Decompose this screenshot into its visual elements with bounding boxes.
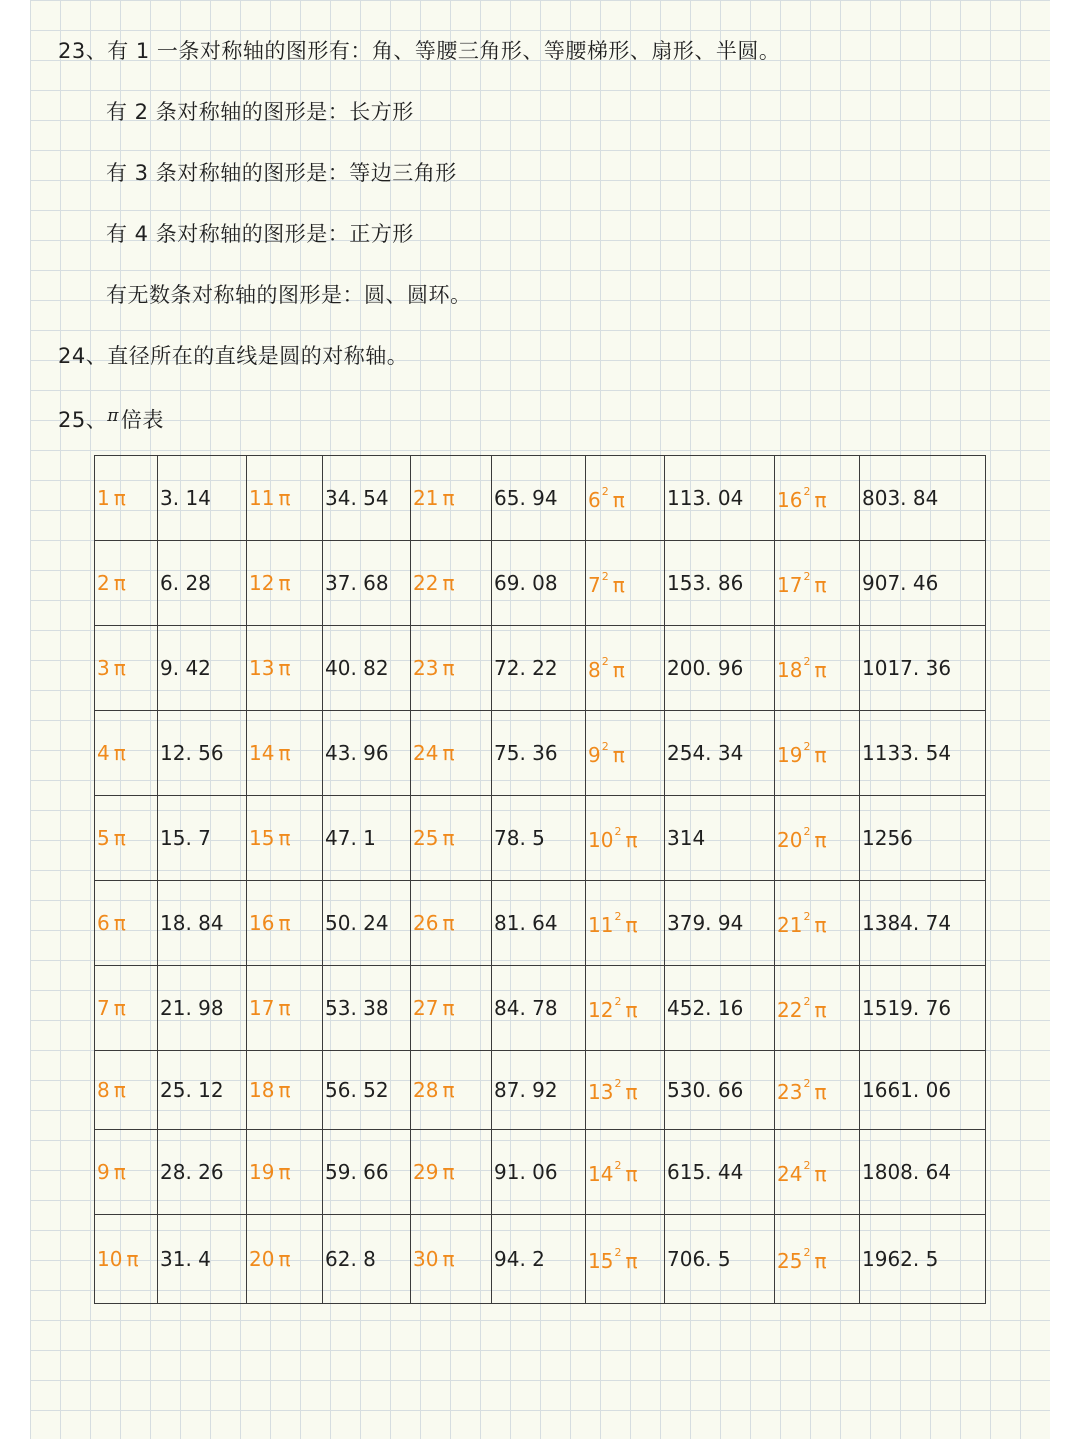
pi-multiplier-cell (775, 796, 860, 881)
multiplier-base: 11 (249, 486, 275, 510)
pi-value-cell: 53. 38 (323, 966, 411, 1051)
pi-multiplier-cell (95, 966, 158, 1051)
pi-symbol: π (814, 572, 827, 597)
multiplier-base: 25 (777, 1248, 803, 1273)
pi-value-cell: 47. 1 (323, 796, 411, 881)
pi-multiplier-cell (95, 1051, 158, 1130)
pi-multiplier-cell (775, 626, 860, 711)
pi-multiplier-cell (586, 1215, 665, 1304)
pi-multiplier-cell (775, 881, 860, 966)
pi-symbol: π (625, 827, 638, 852)
square-exponent: 2 (614, 1245, 622, 1259)
pi-value-cell: 1133. 54 (860, 711, 986, 796)
pi-symbol: π (113, 486, 126, 510)
square-exponent: 2 (803, 569, 811, 583)
pi-multiplier-cell (247, 1130, 323, 1215)
multiplier-base: 20 (249, 1247, 275, 1271)
pi-multiplier-cell (247, 1051, 323, 1130)
pi-multiplier-cell (247, 966, 323, 1051)
pi-value-cell: 91. 06 (492, 1130, 586, 1215)
multiplier-base: 14 (249, 741, 275, 765)
pi-multiplier-cell (411, 796, 492, 881)
multiplier-base: 18 (777, 657, 803, 682)
multiplier-base: 10 (588, 827, 614, 852)
square-exponent: 2 (803, 1158, 811, 1172)
pi-multiplier-cell (411, 1130, 492, 1215)
note-25-text: 倍表 (120, 408, 164, 432)
pi-value-cell: 706. 5 (665, 1215, 775, 1304)
multiplier-base: 9 (588, 742, 601, 767)
pi-value-cell: 34. 54 (323, 456, 411, 541)
pi-symbol: π (442, 1247, 455, 1271)
pi-multiplier-cell (775, 456, 860, 541)
multiplier-base: 5 (97, 826, 110, 850)
pi-value-cell: 21. 98 (158, 966, 247, 1051)
pi-multiplier-cell (247, 796, 323, 881)
pi-symbol: π (612, 487, 625, 512)
pi-multiplier-cell (411, 966, 492, 1051)
multiplier-base: 19 (249, 1160, 275, 1184)
square-exponent: 2 (803, 484, 811, 498)
pi-multiplier-cell (586, 796, 665, 881)
multiplier-base: 13 (249, 656, 275, 680)
pi-multiplier-cell (411, 626, 492, 711)
pi-multiplier-cell (247, 456, 323, 541)
pi-symbol: π (442, 826, 455, 850)
note-23-two-axes: 有 2 条对称轴的图形是：长方形 (106, 100, 414, 124)
pi-symbol: π (814, 912, 827, 937)
note-23: 23、有 1 一条对称轴的图形有：角、等腰三角形、等腰梯形、扇形、半圆。 (58, 39, 781, 63)
pi-value-cell: 62. 8 (323, 1215, 411, 1304)
square-exponent: 2 (614, 1076, 622, 1090)
note-25-heading (58, 401, 164, 435)
multiplier-base: 12 (588, 997, 614, 1022)
pi-symbol: π (814, 657, 827, 682)
pi-multiplier-cell (775, 1130, 860, 1215)
pi-value-cell: 87. 92 (492, 1051, 586, 1130)
pi-value-cell: 6. 28 (158, 541, 247, 626)
pi-value-cell: 15. 7 (158, 796, 247, 881)
multiplier-base: 15 (249, 826, 275, 850)
pi-symbol: π (113, 571, 126, 595)
pi-value-cell: 81. 64 (492, 881, 586, 966)
multiplier-base: 29 (413, 1160, 439, 1184)
table-row (95, 1215, 986, 1304)
pi-symbol: π (612, 572, 625, 597)
pi-value-cell: 31. 4 (158, 1215, 247, 1304)
pi-value-cell: 615. 44 (665, 1130, 775, 1215)
table-row (95, 966, 986, 1051)
multiplier-base: 13 (588, 1079, 614, 1104)
multiplier-base: 30 (413, 1247, 439, 1271)
pi-value-cell: 78. 5 (492, 796, 586, 881)
square-exponent: 2 (614, 909, 622, 923)
multiplier-base: 23 (413, 656, 439, 680)
pi-symbol: π (814, 742, 827, 767)
pi-symbol: π (442, 571, 455, 595)
multiplier-base: 24 (413, 741, 439, 765)
multiplier-base: 22 (777, 997, 803, 1022)
pi-symbol: π (442, 911, 455, 935)
pi-multiplier-cell (411, 456, 492, 541)
multiplier-base: 8 (588, 657, 601, 682)
multiplier-base: 6 (588, 487, 601, 512)
square-exponent: 2 (803, 1076, 811, 1090)
pi-value-cell: 9. 42 (158, 626, 247, 711)
square-exponent: 2 (601, 739, 609, 753)
pi-symbol: π (442, 1078, 455, 1102)
pi-symbol: π (278, 1078, 291, 1102)
square-exponent: 2 (614, 1158, 622, 1172)
pi-multiplier-cell (411, 881, 492, 966)
pi-multiplier-cell (775, 711, 860, 796)
multiplier-base: 25 (413, 826, 439, 850)
multiplier-base: 16 (249, 911, 275, 935)
multiplier-base: 7 (97, 996, 110, 1020)
multiplier-base: 4 (97, 741, 110, 765)
pi-multiplier-cell (586, 456, 665, 541)
multiplier-base: 22 (413, 571, 439, 595)
multiplier-base: 18 (249, 1078, 275, 1102)
pi-value-cell: 65. 94 (492, 456, 586, 541)
pi-multiplier-cell (95, 881, 158, 966)
pi-multiplier-cell (247, 541, 323, 626)
pi-multiplier-cell (247, 1215, 323, 1304)
pi-symbol: π (113, 996, 126, 1020)
pi-value-cell: 1256 (860, 796, 986, 881)
pi-multiplier-cell (775, 1051, 860, 1130)
pi-value-cell: 84. 78 (492, 966, 586, 1051)
pi-symbol: π (442, 656, 455, 680)
note-24: 24、直径所在的直线是圆的对称轴。 (58, 344, 409, 368)
pi-symbol: π (278, 826, 291, 850)
pi-multiplier-cell (586, 711, 665, 796)
square-exponent: 2 (803, 1245, 811, 1259)
pi-symbol: π (625, 1079, 638, 1104)
pi-symbol: π (113, 741, 126, 765)
pi-multiplier-cell (411, 711, 492, 796)
square-exponent: 2 (614, 824, 622, 838)
pi-symbol: π (113, 1160, 126, 1184)
multiplier-base: 17 (777, 572, 803, 597)
pi-value-cell: 1017. 36 (860, 626, 986, 711)
multiplier-base: 16 (777, 487, 803, 512)
table-row (95, 1051, 986, 1130)
multiplier-base: 2 (97, 571, 110, 595)
pi-value-cell: 530. 66 (665, 1051, 775, 1130)
square-exponent: 2 (803, 739, 811, 753)
square-exponent: 2 (614, 994, 622, 1008)
pi-symbol: π (278, 741, 291, 765)
pi-symbol: π (612, 742, 625, 767)
pi-value-cell: 37. 68 (323, 541, 411, 626)
square-exponent: 2 (601, 654, 609, 668)
multiplier-base: 21 (413, 486, 439, 510)
pi-symbol: π (107, 406, 119, 426)
multiplier-base: 28 (413, 1078, 439, 1102)
pi-symbol: π (814, 487, 827, 512)
multiplier-base: 7 (588, 572, 601, 597)
pi-symbol: π (442, 1160, 455, 1184)
pi-symbol: π (625, 912, 638, 937)
pi-symbol: π (278, 1247, 291, 1271)
square-exponent: 2 (601, 484, 609, 498)
pi-value-cell: 907. 46 (860, 541, 986, 626)
pi-value-cell: 75. 36 (492, 711, 586, 796)
multiplier-base: 11 (588, 912, 614, 937)
pi-multiplier-cell (95, 456, 158, 541)
pi-symbol: π (612, 657, 625, 682)
pi-multiplier-cell (586, 966, 665, 1051)
multiplier-base: 12 (249, 571, 275, 595)
square-exponent: 2 (803, 824, 811, 838)
pi-multiplier-cell (247, 711, 323, 796)
pi-multiplier-cell (247, 626, 323, 711)
square-exponent: 2 (601, 569, 609, 583)
multiplier-base: 23 (777, 1079, 803, 1104)
pi-value-cell: 200. 96 (665, 626, 775, 711)
pi-multiplier-cell (95, 1130, 158, 1215)
pi-multiplier-cell (411, 1215, 492, 1304)
pi-symbol: π (278, 486, 291, 510)
multiplier-base: 10 (97, 1247, 123, 1271)
pi-symbol: π (625, 1248, 638, 1273)
pi-symbol: π (278, 911, 291, 935)
multiplier-base: 24 (777, 1161, 803, 1186)
pi-value-cell: 452. 16 (665, 966, 775, 1051)
pi-symbol: π (278, 1160, 291, 1184)
note-23-infinite-axes: 有无数条对称轴的图形是：圆、圆环。 (106, 283, 472, 307)
pi-symbol: π (625, 997, 638, 1022)
pi-value-cell: 803. 84 (860, 456, 986, 541)
multiplier-base: 26 (413, 911, 439, 935)
multiplier-base: 20 (777, 827, 803, 852)
pi-value-cell: 18. 84 (158, 881, 247, 966)
note-25-number: 25、 (58, 408, 108, 432)
pi-value-cell: 153. 86 (665, 541, 775, 626)
pi-value-cell: 314 (665, 796, 775, 881)
pi-symbol: π (442, 741, 455, 765)
pi-value-cell: 1962. 5 (860, 1215, 986, 1304)
pi-value-cell: 113. 04 (665, 456, 775, 541)
multiplier-base: 15 (588, 1248, 614, 1273)
pi-multiplier-cell (247, 881, 323, 966)
pi-multiplier-cell (411, 541, 492, 626)
square-exponent: 2 (803, 994, 811, 1008)
pi-value-cell: 50. 24 (323, 881, 411, 966)
pi-value-cell: 1384. 74 (860, 881, 986, 966)
pi-multiplier-cell (586, 541, 665, 626)
pi-multiplier-cell (95, 626, 158, 711)
pi-symbol: π (442, 486, 455, 510)
pi-multiplier-cell (95, 541, 158, 626)
pi-symbol: π (814, 1248, 827, 1273)
table-row (95, 881, 986, 966)
pi-multiplier-cell (775, 966, 860, 1051)
pi-symbol: π (126, 1247, 139, 1271)
pi-symbol: π (278, 656, 291, 680)
table-row (95, 711, 986, 796)
pi-value-cell: 69. 08 (492, 541, 586, 626)
pi-symbol: π (814, 1079, 827, 1104)
multiplier-base: 21 (777, 912, 803, 937)
pi-value-cell: 379. 94 (665, 881, 775, 966)
note-23-four-axes: 有 4 条对称轴的图形是：正方形 (106, 222, 414, 246)
pi-value-cell: 1808. 64 (860, 1130, 986, 1215)
table-row (95, 456, 986, 541)
pi-multiplier-cell (411, 1051, 492, 1130)
pi-value-cell: 28. 26 (158, 1130, 247, 1215)
pi-multiplier-cell (586, 881, 665, 966)
pi-multiplier-cell (775, 541, 860, 626)
pi-value-cell: 1519. 76 (860, 966, 986, 1051)
pi-symbol: π (814, 997, 827, 1022)
pi-symbol: π (278, 996, 291, 1020)
pi-symbol: π (625, 1161, 638, 1186)
pi-value-cell: 12. 56 (158, 711, 247, 796)
table-row (95, 1130, 986, 1215)
pi-symbol: π (814, 827, 827, 852)
pi-value-cell: 254. 34 (665, 711, 775, 796)
pi-value-cell: 94. 2 (492, 1215, 586, 1304)
multiplier-base: 17 (249, 996, 275, 1020)
pi-value-cell: 3. 14 (158, 456, 247, 541)
pi-value-cell: 72. 22 (492, 626, 586, 711)
multiplier-base: 19 (777, 742, 803, 767)
pi-multiplier-cell (586, 1051, 665, 1130)
multiplier-base: 9 (97, 1160, 110, 1184)
pi-multiplier-cell (775, 1215, 860, 1304)
table-row (95, 796, 986, 881)
pi-value-cell: 56. 52 (323, 1051, 411, 1130)
multiplier-base: 14 (588, 1161, 614, 1186)
pi-symbol: π (113, 911, 126, 935)
multiplier-base: 27 (413, 996, 439, 1020)
pi-symbol: π (113, 826, 126, 850)
multiplier-base: 1 (97, 486, 110, 510)
pi-value-cell: 59. 66 (323, 1130, 411, 1215)
table-row (95, 626, 986, 711)
pi-multiplier-cell (586, 1130, 665, 1215)
multiplier-base: 6 (97, 911, 110, 935)
square-exponent: 2 (803, 909, 811, 923)
pi-symbol: π (278, 571, 291, 595)
pi-multiplier-cell (95, 796, 158, 881)
pi-value-cell: 25. 12 (158, 1051, 247, 1130)
pi-multiplier-cell (586, 626, 665, 711)
pi-symbol: π (113, 1078, 126, 1102)
multiplier-base: 8 (97, 1078, 110, 1102)
square-exponent: 2 (803, 654, 811, 668)
note-23-three-axes: 有 3 条对称轴的图形是：等边三角形 (106, 161, 457, 185)
table-row (95, 541, 986, 626)
pi-value-cell: 1661. 06 (860, 1051, 986, 1130)
pi-multiples-table (94, 455, 986, 1304)
pi-symbol: π (814, 1161, 827, 1186)
pi-symbol: π (442, 996, 455, 1020)
pi-symbol: π (113, 656, 126, 680)
pi-multiplier-cell (95, 711, 158, 796)
multiplier-base: 3 (97, 656, 110, 680)
pi-multiplier-cell (95, 1215, 158, 1304)
pi-value-cell: 40. 82 (323, 626, 411, 711)
pi-value-cell: 43. 96 (323, 711, 411, 796)
